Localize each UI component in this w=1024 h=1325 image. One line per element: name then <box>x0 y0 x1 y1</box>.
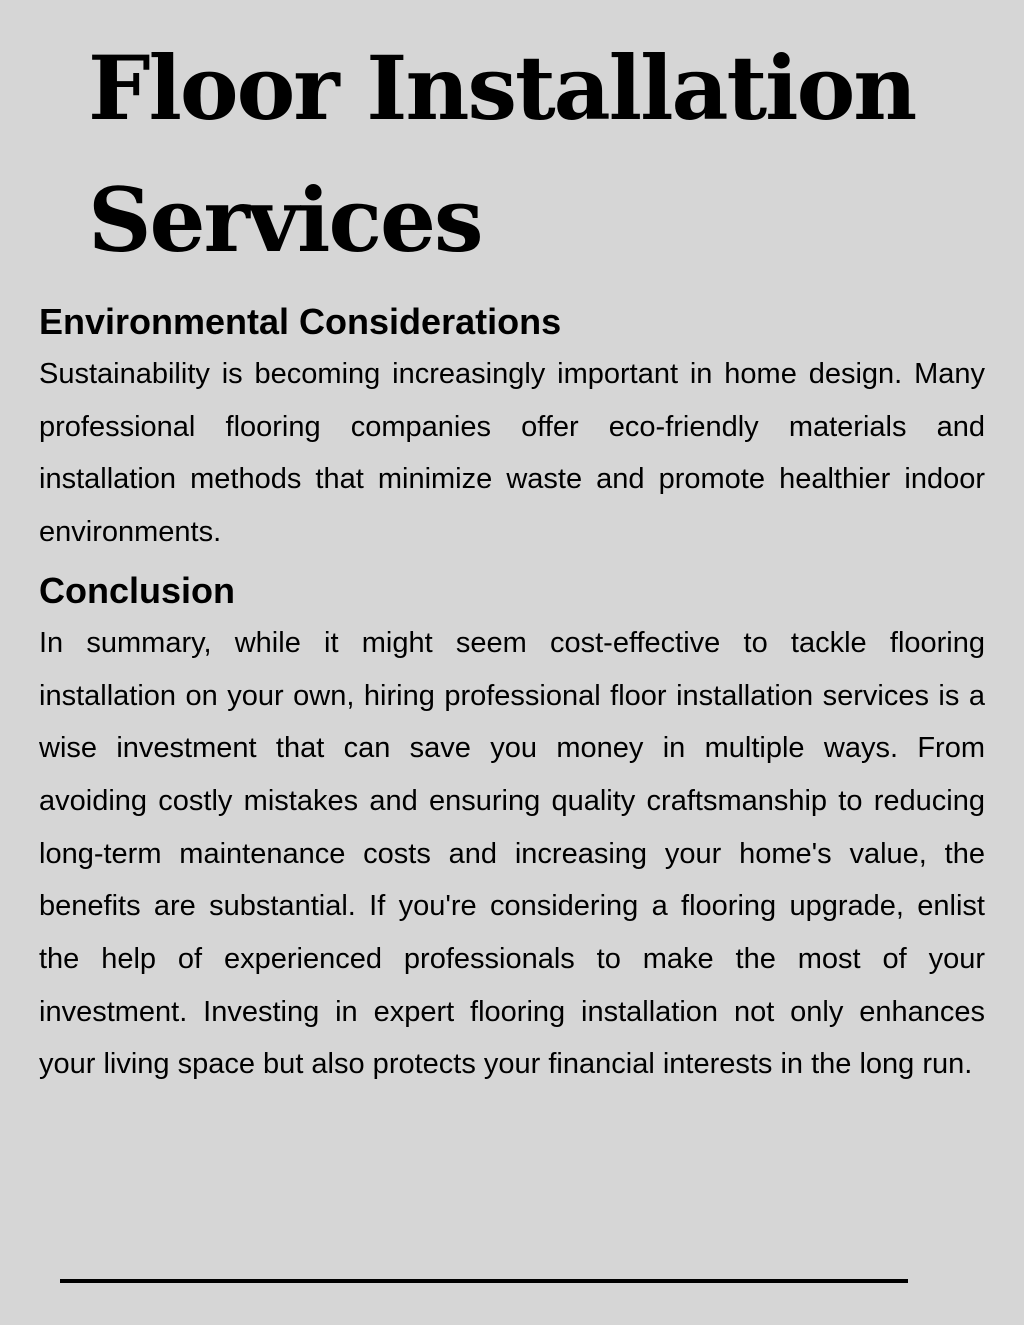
section-paragraph: In summary, while it might seem cost-effective to tackle flooring installation on your own, hiring professional floor installation services is a wise investment that can save you money in multiple ways. From avoiding costly mistakes and ensuring quality craftsmanship to reducing long-term maintenance costs and increasing your home's value, the benefits are substantial. If you're considering a flooring upgrade, enlist the help of experienced professionals to make the most of your investment. Investing in expert flooring installation not only enhances your living space but also protects your financial interests in the long run. <box>39 626 985 1081</box>
section-paragraph: Sustainability is becoming increasingly important in home design. Many professional flooring companies offer eco-friendly materials and installation methods that minimize waste and promote healthier indoor environments. <box>39 358 985 549</box>
footer-divider <box>60 1279 908 1283</box>
page-title: Floor Installation Services <box>88 36 916 272</box>
section-environmental-considerations <box>39 296 985 559</box>
section-heading: Environmental Considerations <box>39 301 562 342</box>
section-heading: Conclusion <box>39 569 235 611</box>
section-conclusion <box>39 565 985 1091</box>
content-area <box>39 296 985 1097</box>
